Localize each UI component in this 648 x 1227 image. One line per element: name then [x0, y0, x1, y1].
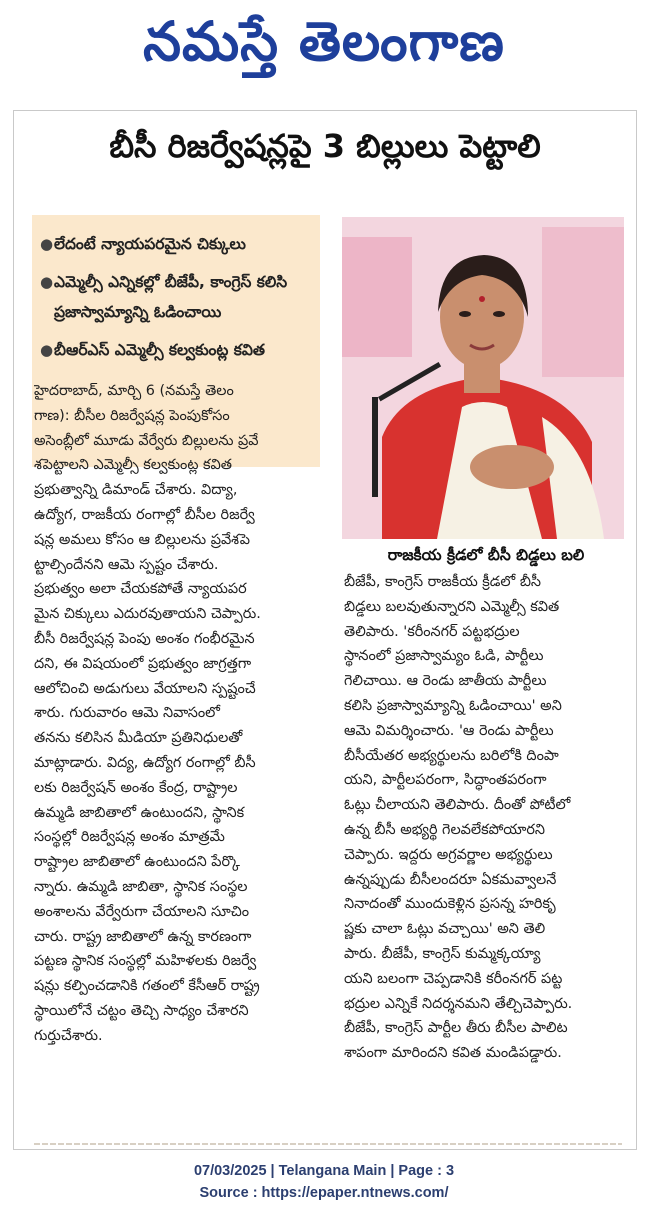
footer-source-line[interactable]: Source : https://epaper.ntnews.com/	[199, 1185, 449, 1201]
body-line: బీసీ రిజర్వేషన్ల పెంపు అంశం గంభీరమైన	[34, 630, 255, 647]
masthead-title: నమస్తే తెలంగాణ	[143, 9, 505, 73]
body-line: చెప్పారు. ఇద్దరు అగ్రవర్ణాల అభ్యర్థులు	[344, 846, 553, 863]
body-line: ట్టాల్సిందేనని ఆమె స్పష్టం చేశారు.	[34, 556, 219, 573]
body-line: షన్ల అమలు కోసం ఆ బిల్లులను ప్రవేశపె	[34, 531, 251, 548]
body-line: ఆలోచించి అడుగులు వేయాలని స్పష్టంచే	[34, 680, 256, 697]
body-line: అసెంబ్లీలో మూడు వేర్వేరు బిల్లులను ప్రవే	[34, 432, 259, 449]
body-line: కలిసి ప్రజాస్వామ్యాన్ని ఓడించాయి' అని	[344, 697, 562, 714]
body-line: తెలిపారు. 'కరీంనగర్ పట్టభద్రుల	[344, 623, 520, 640]
highlight-text: ఎమ్మెల్సీ ఎన్నికల్లో బీజేపీ, కాంగ్రెస్ కలిసి ప్రజాస్వామ్యాన్ని ఓడించాయి	[54, 273, 288, 321]
body-line: గెలిచాయి. ఆ రెండు జాతీయ పార్టీలు	[344, 673, 547, 690]
body-line: యని, పార్టీలపరంగా, సిద్ధాంతపరంగా	[344, 772, 547, 789]
body-line: పారు. బీజేపీ, కాంగ్రెస్ కుమ్మక్కయ్యా	[344, 945, 541, 962]
body-line: ఉన్నప్పుడు బీసీలందరూ ఏకమవ్వాలనే	[344, 871, 557, 888]
body-line: పట్టణ స్థానిక సంస్థల్లో మహిళలకు రిజర్వే	[34, 953, 257, 970]
body-line: తనను కలిసిన మీడియా ప్రతినిధులతో	[34, 730, 243, 747]
bullet-icon: ●	[40, 273, 54, 291]
body-column-left	[34, 379, 322, 1049]
body-line: మాట్లాడారు. విద్య, ఉద్యోగ రంగాల్లో బీసీ	[34, 754, 256, 771]
highlight-text: లేదంటే న్యాయపరమైన చిక్కులు	[54, 235, 246, 253]
body-line: బిడ్డలు బలవుతున్నారని ఎమ్మెల్సీ కవిత	[344, 598, 560, 615]
divider	[34, 1143, 622, 1145]
highlight-item	[40, 229, 310, 259]
photo-caption: రాజకీయ క్రీడలో బీసీ బిడ్డలు బలి	[387, 546, 585, 564]
body-line: లకు రిజర్వేషన్ అంశం కేంద్ర, రాష్ట్రాల	[34, 779, 238, 796]
body-line: శాపంగా మారిందని కవిత మండిపడ్డారు.	[344, 1045, 562, 1062]
body-line: చారు. రాష్ట్ర జాబితాలో ఉన్న కారణంగా	[34, 928, 252, 945]
body-line: బీజేపీ, కాంగ్రెస్ రాజకీయ క్రీడలో బీసీ	[344, 574, 542, 590]
highlight-item	[40, 267, 310, 327]
headline: బీసీ రిజర్వేషన్లపై 3 బిల్లులు పెట్టాలి	[109, 127, 541, 165]
speaker-photo-illustration	[342, 217, 624, 539]
body-line: బీజేపీ, కాంగ్రెస్ పార్టీల తీరు బీసీల పాలిట	[344, 1020, 568, 1037]
body-line: సంస్థల్లో రిజర్వేషన్ల అంశం మాత్రమే	[34, 829, 225, 846]
body-line: ఉద్యోగ, రాజకీయ రంగాల్లో బీసీల రిజర్వే	[34, 506, 255, 523]
body-line: శపెట్టాలని ఎమ్మెల్సీ కల్వకుంట్ల కవిత	[34, 457, 232, 474]
body-line: గాణ): బీసీల రిజర్వేషన్ల పెంపుకోసం	[34, 407, 230, 424]
body-column-right	[344, 570, 624, 1066]
highlight-text: బీఆర్‌ఎస్ ఎమ్మెల్సీ కల్వకుంట్ల కవిత	[54, 341, 265, 359]
body-line: ఉమ్మడి జాబితాలో ఉంటుందని, స్థానిక	[34, 804, 245, 821]
body-line: శారు. గురువారం ఆమె నివాసంలో	[34, 705, 220, 722]
footer-edition-line: 07/03/2025 | Telangana Main | Page : 3	[193, 1163, 455, 1179]
body-line: నినాదంతో ముందుకెళ్లిన ప్రసన్న హరికృ	[344, 896, 556, 913]
body-line: ప్రభుత్వం అలా చేయకపోతే న్యాయపర	[34, 581, 247, 598]
body-line: మైన చిక్కులు ఎదురవుతాయని చెప్పారు.	[34, 606, 261, 623]
masthead	[0, 0, 648, 96]
body-line: గుర్తుచేశారు.	[34, 1027, 103, 1044]
body-line: న్నారు. ఉమ్మడి జాబితా, స్థానిక సంస్థల	[34, 878, 248, 895]
bullet-icon: ●	[40, 341, 54, 359]
body-line: ఆమె విమర్శించారు. 'ఆ రెండు పార్టీలు	[344, 722, 554, 739]
body-line: భద్రుల ఎన్నికే నిదర్శనమని తేల్చిచెప్పారు.	[344, 995, 573, 1012]
speaker-photo	[342, 217, 624, 539]
body-line: స్థానంలో ప్రజాస్వామ్యం ఓడి, పార్టీలు	[344, 648, 544, 665]
body-line: షన్లు కల్పించడానికి గతంలో కేసీఆర్ రాష్ట్ర	[34, 978, 260, 995]
body-line: రాష్ట్రాల జాబితాలో ఉంటుందని పేర్కొ	[34, 854, 240, 871]
body-line: ఓట్లు చీలాయని తెలిపారు. దీంతో పోటీలో	[344, 797, 571, 814]
body-line: బీసీయేతర అభ్యర్థులను బరిలోకి దింపా	[344, 747, 559, 764]
body-line: దని, ఈ విషయంలో ప్రభుత్వం జాగ్రత్తగా	[34, 655, 252, 672]
body-line: అంశాలను వేర్వేరుగా చేయాలని సూచిం	[34, 903, 250, 920]
body-line: ష్ణకు చాలా ఓట్లు వచ్చాయి' అని తెలి	[344, 921, 546, 938]
body-line: స్థాయిలోనే చట్టం తెచ్చి సాధ్యం చేశారని	[34, 1002, 249, 1019]
bullet-icon: ●	[40, 235, 54, 253]
body-line: ప్రభుత్వాన్ని డిమాండ్ చేశారు. విద్యా,	[34, 482, 238, 499]
body-line: యని బలంగా చెప్పడానికి కరీంనగర్ పట్ట	[344, 970, 563, 987]
article	[13, 110, 637, 1150]
body-line: ఉన్న బీసీ అభ్యర్థి గెలవలేకపోయారని	[344, 821, 546, 838]
footer	[0, 1160, 648, 1204]
body-line: హైదరాబాద్, మార్చి 6 (నమస్తే తెలం	[34, 383, 234, 399]
highlight-item	[40, 335, 310, 365]
